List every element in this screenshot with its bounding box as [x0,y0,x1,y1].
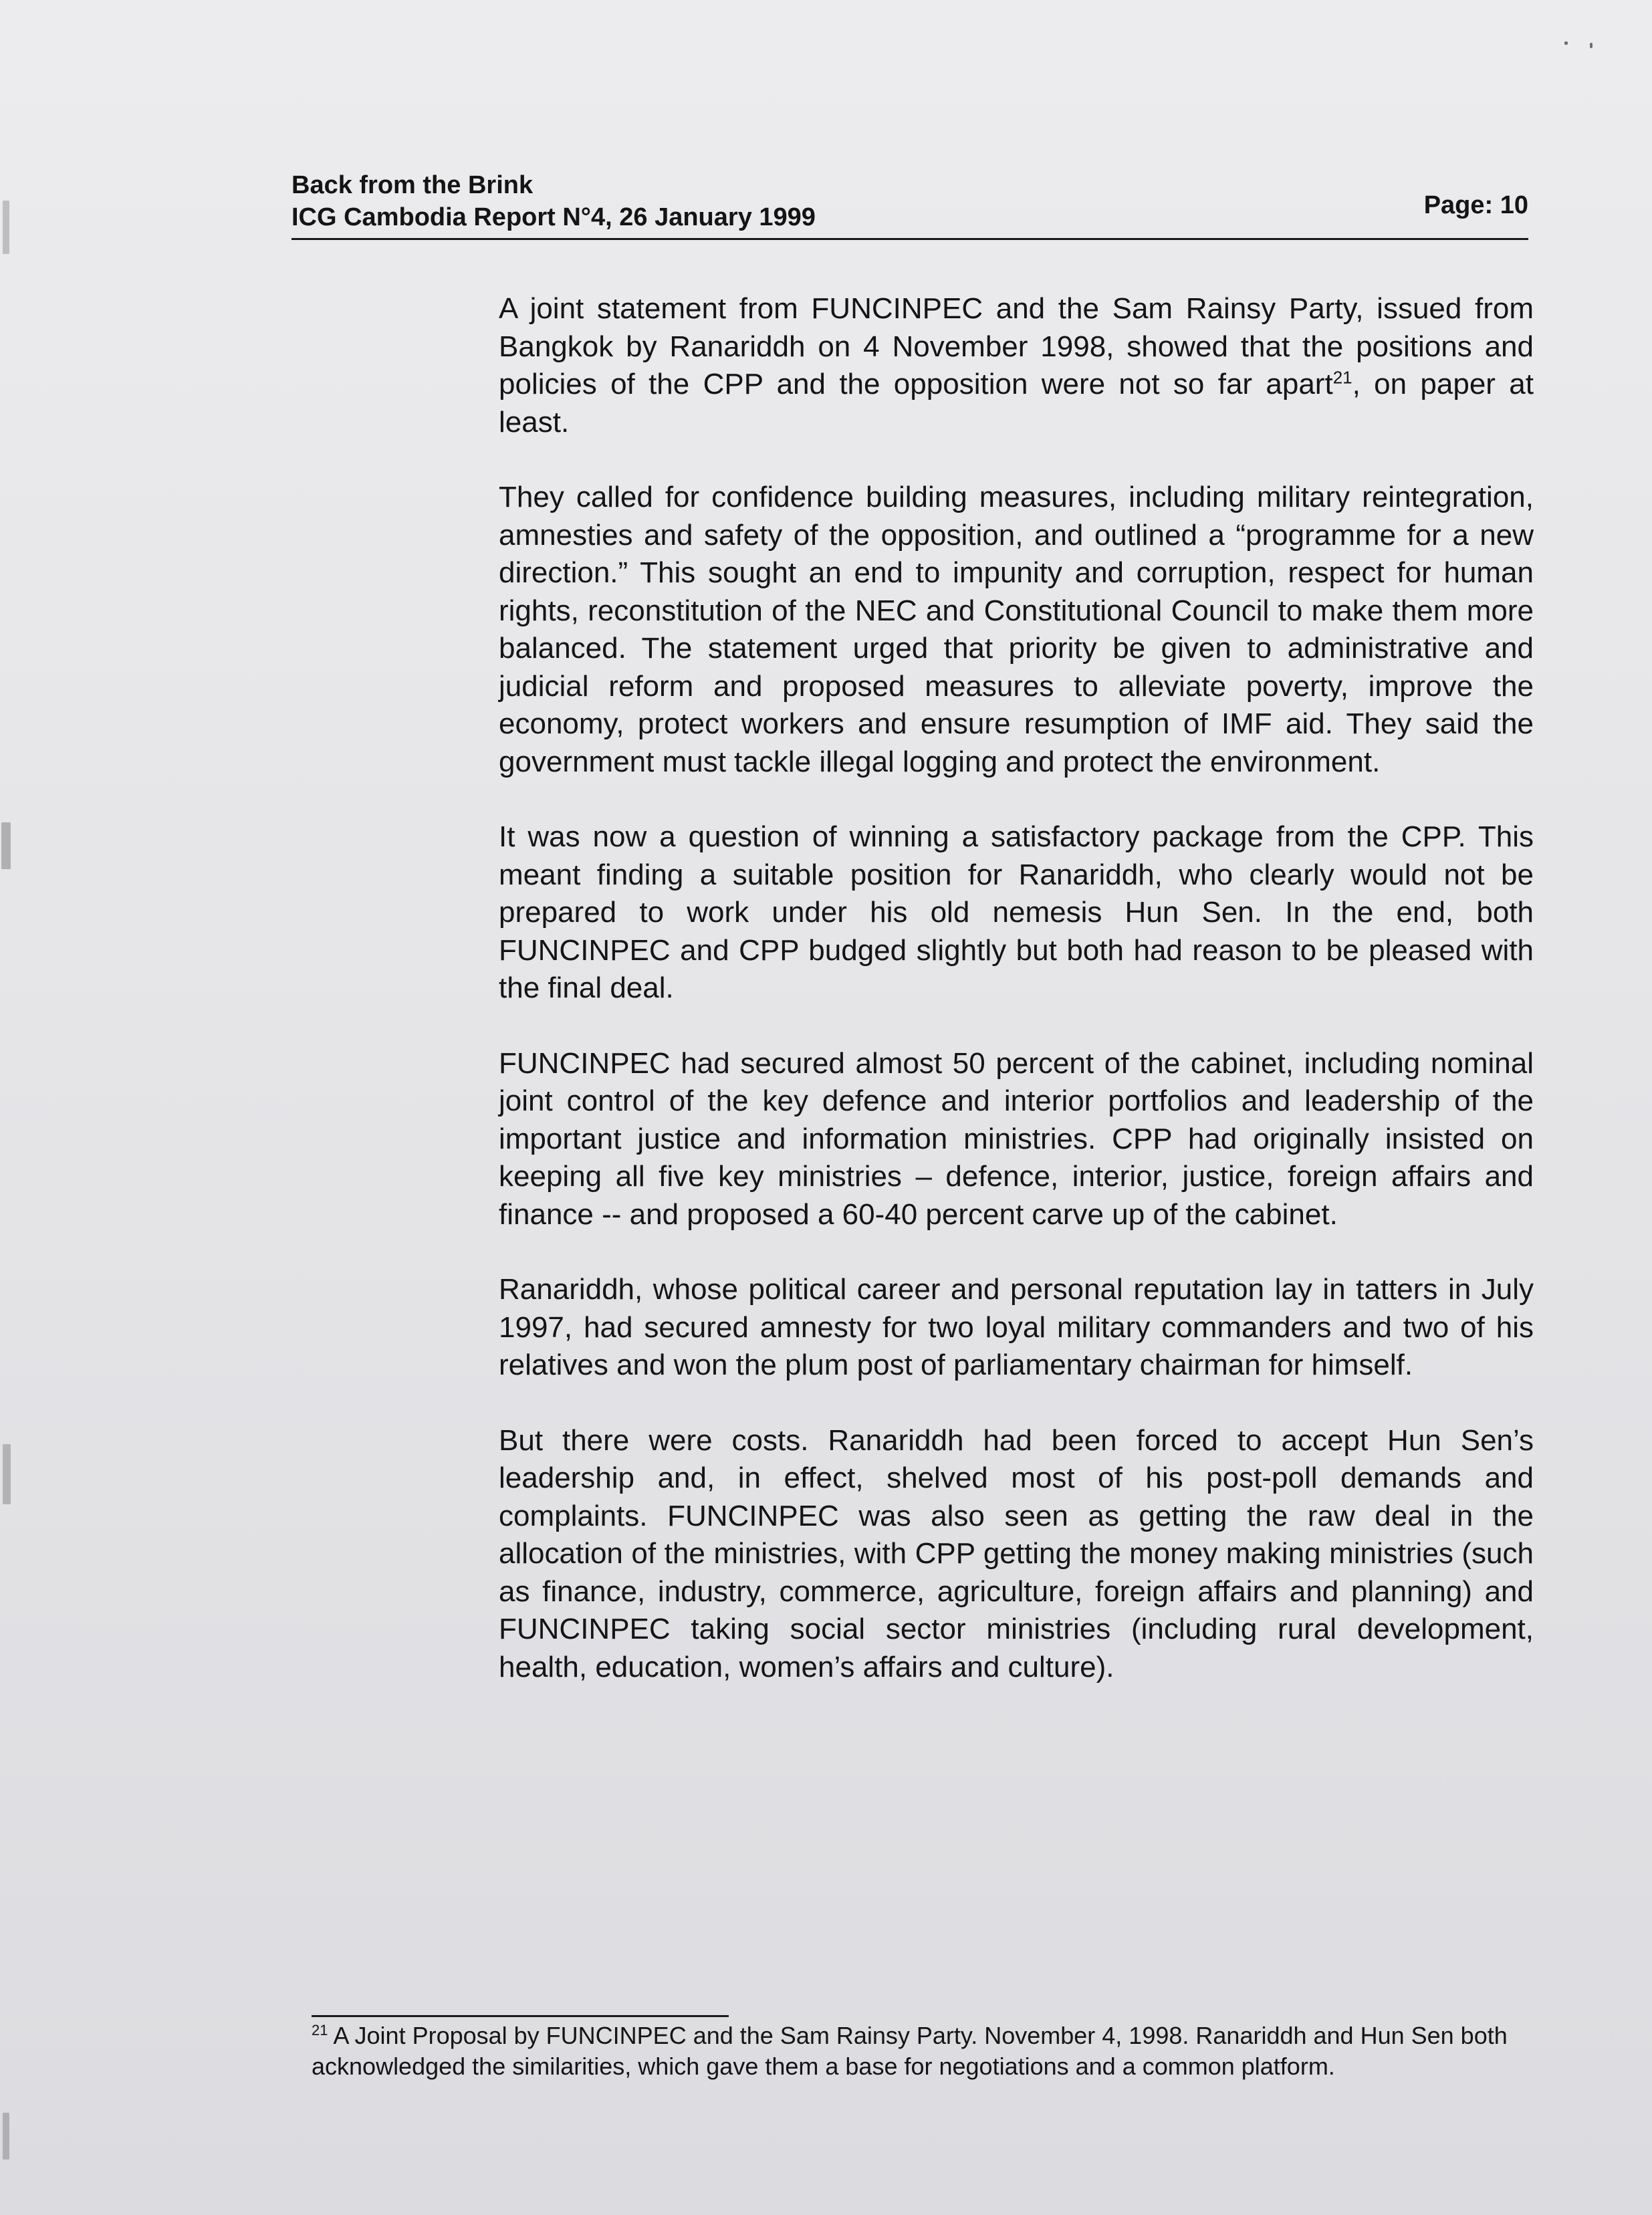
paragraph-text: , on paper at least. [499,368,1534,439]
footnote-divider [312,2015,729,2017]
paragraph [499,290,1534,441]
footnote-number: 21 [312,2022,328,2038]
footnote-text: A Joint Proposal by FUNCINPEC and the Sam Rainsy Party. November 4, 1998. Ranariddh and Hun Sen both acknowledged the similarities, which gave them a base for negotiations and a common platform. [312,2022,1508,2080]
page-number: Page: 10 [1423,191,1528,219]
scan-speck [3,1444,11,1504]
scan-speck [3,201,9,254]
scan-speck [1,822,11,869]
paragraph: It was now a question of winning a satisfactory package from the CPP. This meant finding a suitable position for Ranariddh, who clearly would not be prepared to work under his old nemesis Hun Sen. In the end, both FUNCINPEC and CPP budged slightly but both had reason to be pleased with the final deal. [499,820,1534,1004]
scan-speck [1590,43,1592,48]
paragraph: Ranariddh, whose political career and personal reputation lay in tatters in July 1997, had secured amnesty for two loyal military commanders and two of his relatives and won the plum post of parliamentary chairman for himself. [499,1273,1534,1381]
body-text [499,290,1534,1724]
scan-speck [3,2113,9,2160]
paragraph: But there were costs. Ranariddh had been forced to accept Hun Sen’s leadership and, in effect, shelved most of his post-poll demands and complaints. FUNCINPEC was also seen as getting the raw deal in the allocation of the ministries, with CPP getting the money making ministries (such as finance, industry, commerce, agriculture, foreign affairs and planning) and FUNCINPEC taking social sector ministries (including rural development, health, education, women’s affairs and culture). [499,1423,1534,1683]
header-report-line: ICG Cambodia Report N°4, 26 January 1999 [291,203,816,231]
footnote [312,2020,1535,2082]
header-title: Back from the Brink [291,171,534,199]
paragraph: FUNCINPEC had secured almost 50 percent of the cabinet, including nominal joint control of the key defence and interior portfolios and leadership of the important justice and information ministries. CPP had originally insisted on keeping all five key ministries – defence, interior, justice, foreign affairs and finance -- and proposed a 60-40 percent carve up of the cabinet. [499,1046,1534,1231]
paragraph-text: A joint statement from FUNCINPEC and the Sam Rainsy Party, issued from Bangkok by Ranariddh on 4 November 1998, showed that the positions and policies of the CPP and the opposition were not so far apart [499,292,1534,400]
running-header [291,171,1528,240]
paragraph: They called for confidence building measures, including military reintegration, amnesties and safety of the opposition, and outlined a “programme for a new direction.” This sought an end to impunity and corruption, respect for human rights, reconstitution of the NEC and Constitutional Council to make them more balanced. The statement urged that priority be given to administrative and judicial reform and proposed measures to alleviate poverty, improve the economy, protect workers and ensure resumption of IMF aid. They said the government must tackle illegal logging and protect the environment. [499,481,1534,778]
footnote-reference: 21 [1332,367,1352,388]
scan-speck [1564,41,1568,45]
